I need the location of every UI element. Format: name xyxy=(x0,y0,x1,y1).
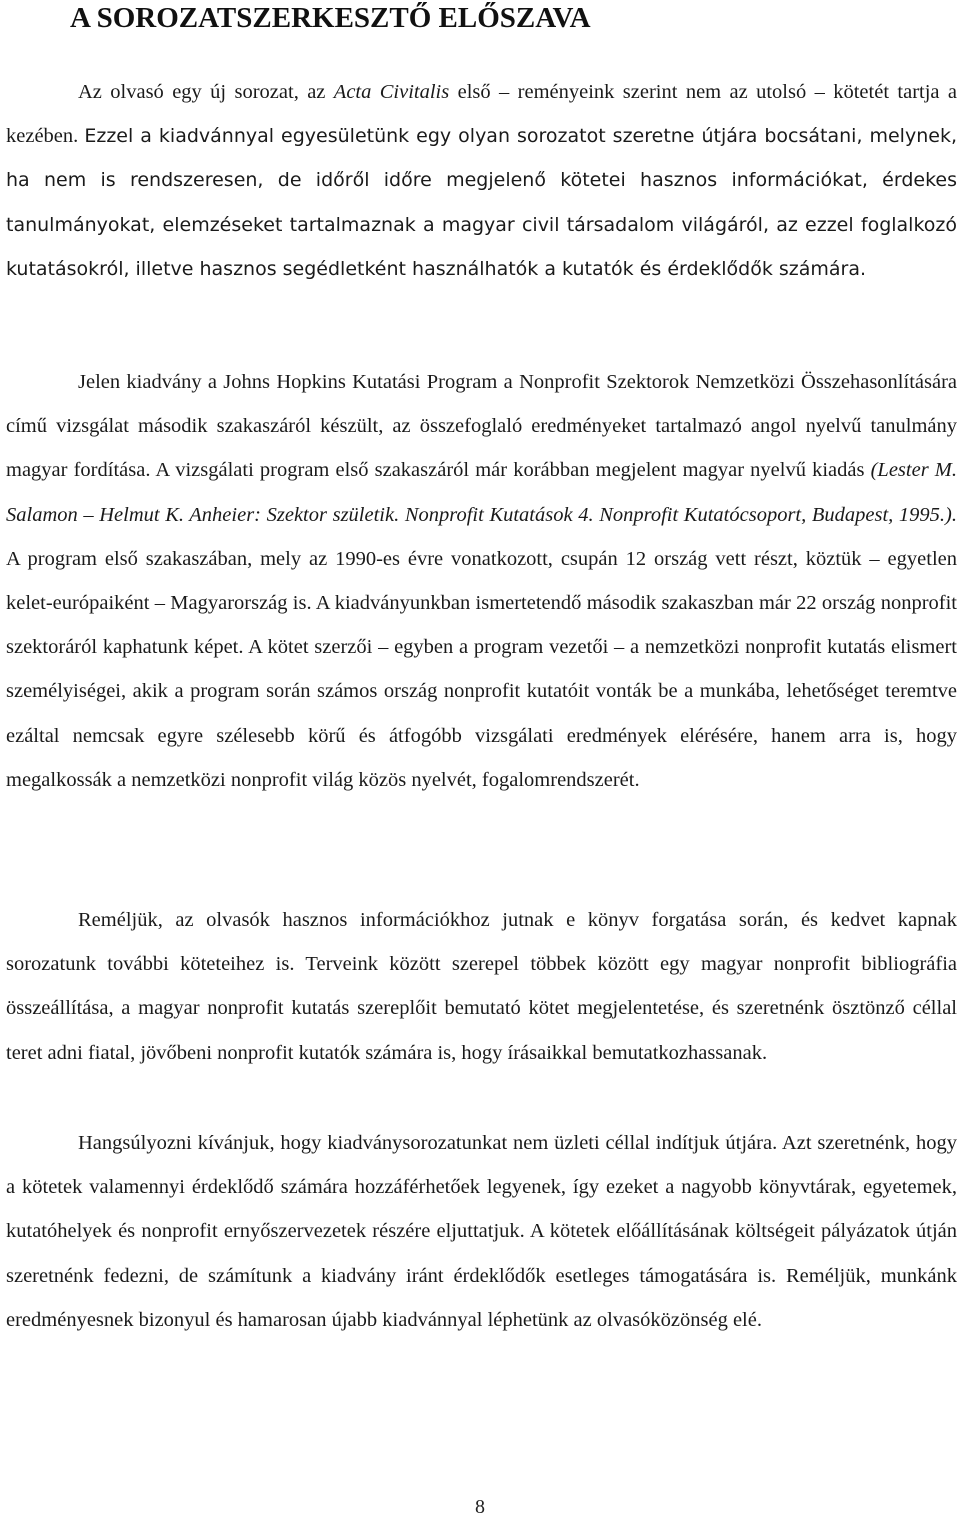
paragraph-intro-text-a: Az olvasó egy új sorozat, az xyxy=(78,81,334,103)
series-title: Acta Civitalis xyxy=(333,81,450,103)
paragraph-publication-text-c: A program első szakaszában, mely az 1990-es évre vonatkozott, csupán 12 ország vett részt, köztük – egyetlen kelet-európaiként – Magyarország is. A kiadványunkban ismertetendő második szakaszban már 22 ország nonprofit szektoráról kaphatunk képet. A kötet szerzői – egyben a program vezetői – a nemzetközi nonprofit kutatás elismert személyiségei, akik a program során számos ország nonprofit kutatóit vonták be a munkába, lehetőséget teremtve ezáltal nemcsak egyre szélesebb körű és átfogóbb vizsgálati eredmények elérésére, hanem arra is, hogy megalkossák a nemzetközi nonprofit világ közös nyelvét, fogalomrendszerét. xyxy=(6,547,957,791)
paragraph-plans: Reméljük, az olvasók hasznos információkhoz jutnak e könyv forgatása során, és kedvet kapnak sorozatunk további köteteihez is. Terveink között szerepel többek között egy magyar nonprofit bibliográfia összeállítása, a magyar nonprofit kutatás szereplőit bemutató kötet megjelentetése, és szeretnénk ösztönző céllal teret adni fiatal, jövőbeni nonprofit kutatók számára is, hogy írásaikkal bemutatkozhassanak. xyxy=(6,909,957,1064)
paragraph-intro xyxy=(6,70,957,291)
paragraph-publication xyxy=(6,360,957,802)
paragraph-intro-text-c: első – reményeink szerint nem az utolsó – kötetét tartja a kezében. xyxy=(6,81,957,148)
paragraph-publication-text-a: Jelen kiadvány a Johns Hopkins Kutatási Program a Nonprofit Szektorok Nemzetközi Összehasonlítására című vizsgálat második szakaszáról készült, az összefoglaló eredményeket tartalmazó angol nyelvű tanulmány magyar fordítása. A vizsgálati program első szakaszáról már korábban megjelent magyar nyelvű kiadás xyxy=(6,371,957,482)
citation: (Lester M. Salamon – Helmut K. Anheier: Szektor születik. Nonprofit Kutatások 4. Nonprofit Kutatócsoport, Budapest, 1995.). xyxy=(6,459,957,526)
paragraph-funding: Hangsúlyozni kívánjuk, hogy kiadványsorozatunkat nem üzleti céllal indítjuk útjára. Azt szeretnénk, hogy a kötetek valamennyi érdeklődő számára hozzáférhetőek legyenek, így ezeket a nagyobb könyvtárak, egyetemek, kutatóhelyek és nonprofit ernyőszervezetek részére eljuttatjuk. A kötetek előállításának költségeit pályázatok útján szeretnénk fedezni, de számítunk a kiadvány iránt érdeklődők esetleges támogatására is. Reméljük, munkánk eredményesnek bizonyul és hamarosan újabb kiadvánnyal léphetünk az olvasóközönség elé. xyxy=(6,1132,957,1331)
page-number: 8 xyxy=(475,1496,485,1518)
paragraph-intro-text-d: Ezzel a kiadvánnyal egyesületünk egy olyan sorozatot szeretne útjára bocsátani, melynek, ha nem is rendszeresen, de időről időre megjelenő kötetei hasznos információkat, érdekes tanulmányokat, elemzéseket tartalmaznak a magyar civil társadalom világáról, az ezzel foglalkozó kutatásokról, illetve hasznos segédletként használhatók a kutatók és érdeklődők számára. xyxy=(6,125,957,280)
page-title: A SOROZATSZERKESZTŐ ELŐSZAVA xyxy=(70,2,591,34)
